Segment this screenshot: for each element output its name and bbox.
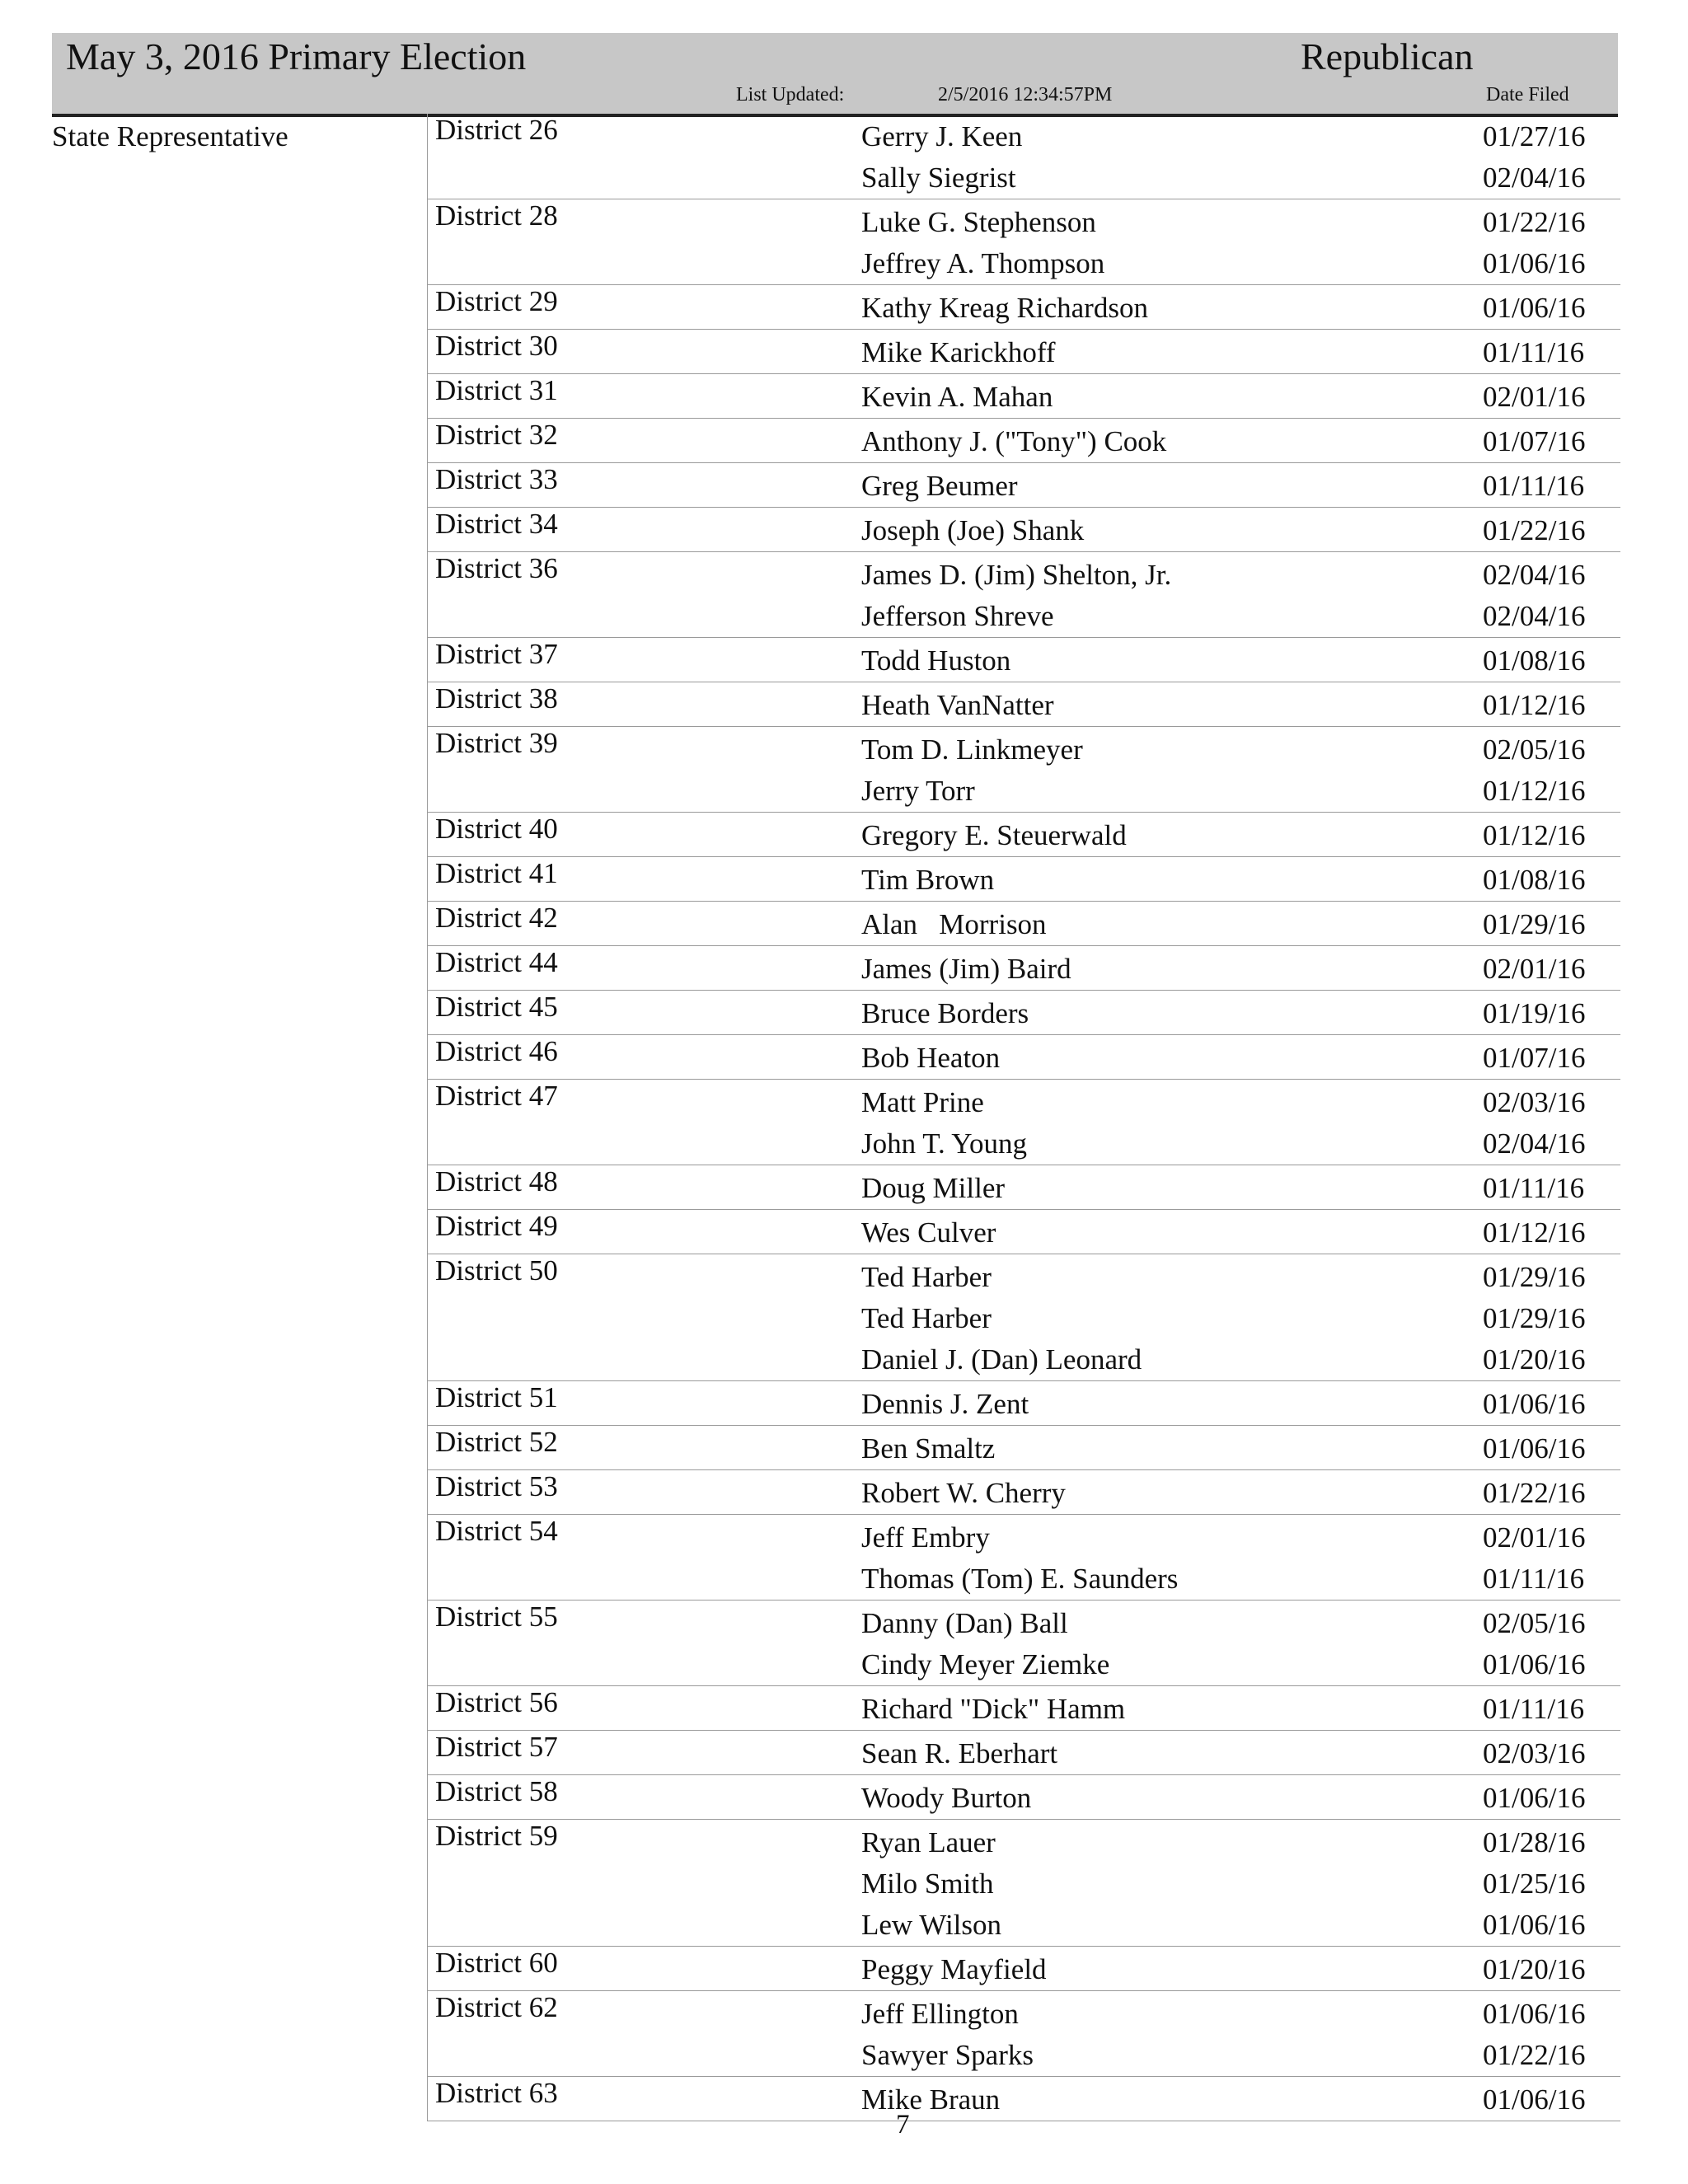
party-label: Republican — [1301, 35, 1474, 77]
candidate-name: Matt Prine — [861, 1086, 984, 1118]
date-filed: 01/11/16 — [1483, 470, 1585, 502]
district-group — [428, 1165, 1620, 1209]
district-group — [428, 551, 1620, 637]
district-name: District 28 — [435, 199, 558, 232]
district-name: District 51 — [435, 1381, 558, 1413]
district-group — [428, 812, 1620, 856]
date-filed: 02/04/16 — [1483, 162, 1586, 194]
candidate-name: Heath VanNatter — [861, 689, 1054, 721]
candidate-name: Woody Burton — [861, 1782, 1032, 1814]
date-filed: 02/03/16 — [1483, 1737, 1586, 1769]
district-name: District 52 — [435, 1426, 558, 1458]
district-group — [428, 1380, 1620, 1425]
candidate-name: Richard "Dick" Hamm — [861, 1693, 1126, 1725]
candidate-name: Jeffrey A. Thompson — [861, 247, 1105, 279]
district-group — [428, 945, 1620, 990]
district-name: District 42 — [435, 902, 558, 934]
district-group — [428, 1819, 1620, 1946]
date-filed: 01/06/16 — [1483, 1782, 1586, 1814]
candidate-name: Danny (Dan) Ball — [861, 1607, 1068, 1639]
district-name: District 62 — [435, 1991, 558, 2023]
candidate-name: Cindy Meyer Ziemke — [861, 1648, 1110, 1680]
date-filed: 02/04/16 — [1483, 600, 1586, 632]
candidate-row — [428, 1298, 1620, 1339]
candidate-name: Sean R. Eberhart — [861, 1737, 1058, 1769]
district-group — [428, 637, 1620, 682]
candidate-name: Sawyer Sparks — [861, 2039, 1034, 2071]
date-filed: 01/12/16 — [1483, 775, 1586, 807]
date-filed: 01/06/16 — [1483, 1998, 1586, 2030]
date-filed: 02/01/16 — [1483, 953, 1586, 985]
district-name: District 41 — [435, 857, 558, 889]
office-label: State Representative — [52, 120, 288, 152]
date-filed-header: Date Filed — [1486, 84, 1569, 105]
district-group — [428, 726, 1620, 812]
candidate-name: Peggy Mayfield — [861, 1953, 1047, 1985]
date-filed: 01/08/16 — [1483, 864, 1586, 896]
district-name: District 63 — [435, 2077, 558, 2109]
district-group — [428, 1209, 1620, 1254]
district-name: District 44 — [435, 946, 558, 978]
candidate-row — [428, 1339, 1620, 1380]
candidate-name: Joseph (Joe) Shank — [861, 514, 1085, 546]
district-name: District 57 — [435, 1731, 558, 1763]
date-filed: 01/20/16 — [1483, 1953, 1586, 1985]
candidate-row — [428, 949, 1620, 990]
district-group — [428, 1600, 1620, 1685]
candidate-name: Sally Siegrist — [861, 162, 1016, 194]
date-filed: 01/11/16 — [1483, 1693, 1585, 1725]
candidate-name: Gregory E. Steuerwald — [861, 819, 1127, 851]
district-name: District 55 — [435, 1601, 558, 1633]
district-name: District 54 — [435, 1515, 558, 1547]
date-filed: 01/06/16 — [1483, 1432, 1586, 1465]
date-filed: 01/11/16 — [1483, 1563, 1585, 1595]
candidate-name: Gerry J. Keen — [861, 120, 1023, 152]
candidate-row — [428, 685, 1620, 726]
candidate-row — [428, 1517, 1620, 1558]
date-filed: 01/20/16 — [1483, 1343, 1586, 1376]
date-filed: 01/12/16 — [1483, 1216, 1586, 1249]
date-filed: 02/04/16 — [1483, 1127, 1586, 1160]
candidate-name: Ted Harber — [861, 1302, 992, 1334]
candidate-row — [428, 1822, 1620, 1863]
district-group — [428, 856, 1620, 901]
district-name: District 45 — [435, 991, 558, 1023]
candidate-row — [428, 596, 1620, 637]
candidate-name: Ted Harber — [861, 1261, 992, 1293]
candidate-row — [428, 1038, 1620, 1079]
candidate-row — [428, 1123, 1620, 1165]
candidate-name: Thomas (Tom) E. Saunders — [861, 1563, 1179, 1595]
date-filed: 02/01/16 — [1483, 381, 1586, 413]
district-name: District 40 — [435, 813, 558, 845]
district-name: District 37 — [435, 638, 558, 670]
date-filed: 01/29/16 — [1483, 1302, 1586, 1334]
district-group — [428, 1079, 1620, 1165]
candidate-name: John T. Young — [861, 1127, 1027, 1160]
date-filed: 01/27/16 — [1483, 120, 1586, 152]
district-group — [428, 1254, 1620, 1380]
district-group — [428, 1034, 1620, 1079]
candidate-row — [428, 1384, 1620, 1425]
date-filed: 01/06/16 — [1483, 2083, 1586, 2116]
district-group — [428, 1469, 1620, 1514]
candidate-name: Kevin A. Mahan — [861, 381, 1053, 413]
district-group — [428, 901, 1620, 945]
date-filed: 01/28/16 — [1483, 1826, 1586, 1858]
district-name: District 50 — [435, 1254, 558, 1286]
district-name: District 60 — [435, 1947, 558, 1979]
candidate-name: Mike Karickhoff — [861, 336, 1056, 368]
page-header — [52, 33, 1618, 117]
date-filed: 01/29/16 — [1483, 908, 1586, 940]
district-name: District 29 — [435, 285, 558, 317]
date-filed: 01/06/16 — [1483, 292, 1586, 324]
candidate-name: Ben Smaltz — [861, 1432, 996, 1465]
candidate-name: Luke G. Stephenson — [861, 206, 1096, 238]
district-group — [428, 1990, 1620, 2076]
district-name: District 30 — [435, 330, 558, 362]
candidate-row — [428, 1733, 1620, 1774]
date-filed: 01/07/16 — [1483, 1042, 1586, 1074]
candidate-row — [428, 1994, 1620, 2035]
candidate-row — [428, 1863, 1620, 1905]
date-filed: 01/22/16 — [1483, 206, 1586, 238]
candidate-row — [428, 1949, 1620, 1990]
candidate-row — [428, 2079, 1620, 2121]
date-filed: 01/06/16 — [1483, 1648, 1586, 1680]
district-name: District 49 — [435, 1210, 558, 1242]
district-name: District 48 — [435, 1165, 558, 1197]
district-group — [428, 1774, 1620, 1819]
district-name: District 47 — [435, 1080, 558, 1112]
district-group — [428, 1425, 1620, 1469]
date-filed: 01/29/16 — [1483, 1261, 1586, 1293]
candidate-row — [428, 1905, 1620, 1946]
district-group — [428, 1730, 1620, 1774]
date-filed: 01/12/16 — [1483, 819, 1586, 851]
candidate-name: Alan Morrison — [861, 908, 1047, 940]
district-group — [428, 199, 1620, 284]
candidate-row — [428, 510, 1620, 551]
candidate-row — [428, 860, 1620, 901]
date-filed: 01/19/16 — [1483, 997, 1586, 1029]
district-group — [428, 329, 1620, 373]
candidate-name: Tom D. Linkmeyer — [861, 733, 1083, 766]
list-updated-value: 2/5/2016 12:34:57PM — [938, 84, 1113, 105]
candidate-name: Greg Beumer — [861, 470, 1018, 502]
district-group — [428, 373, 1620, 418]
district-group — [428, 462, 1620, 507]
candidate-name: Anthony J. ("Tony") Cook — [861, 425, 1167, 457]
candidate-row — [428, 466, 1620, 507]
candidate-table — [427, 114, 1620, 2121]
district-group — [428, 2076, 1620, 2121]
candidate-name: Todd Huston — [861, 644, 1011, 677]
candidate-row — [428, 202, 1620, 243]
district-name: District 36 — [435, 552, 558, 584]
candidate-row — [428, 1473, 1620, 1514]
candidate-row — [428, 1428, 1620, 1469]
date-filed: 01/22/16 — [1483, 2039, 1586, 2071]
date-filed: 01/06/16 — [1483, 1909, 1586, 1941]
candidate-row — [428, 2035, 1620, 2076]
candidate-row — [428, 1644, 1620, 1685]
date-filed: 01/06/16 — [1483, 1388, 1586, 1420]
district-group — [428, 990, 1620, 1034]
district-name: District 53 — [435, 1470, 558, 1502]
candidate-name: Jeff Embry — [861, 1521, 990, 1554]
candidate-row — [428, 771, 1620, 812]
date-filed: 01/07/16 — [1483, 425, 1586, 457]
candidate-row — [428, 1689, 1620, 1730]
district-group — [428, 1946, 1620, 1990]
candidate-name: Bruce Borders — [861, 997, 1029, 1029]
candidate-name: Mike Braun — [861, 2083, 1001, 2116]
candidate-row — [428, 640, 1620, 682]
district-group — [428, 682, 1620, 726]
candidate-row — [428, 993, 1620, 1034]
candidate-row — [428, 729, 1620, 771]
page-title: May 3, 2016 Primary Election — [66, 35, 527, 77]
date-filed: 01/22/16 — [1483, 1477, 1586, 1509]
candidate-row — [428, 555, 1620, 596]
candidate-row — [428, 1603, 1620, 1644]
date-filed: 01/11/16 — [1483, 336, 1585, 368]
candidate-name: Milo Smith — [861, 1868, 994, 1900]
candidate-row — [428, 377, 1620, 418]
candidate-name: James D. (Jim) Shelton, Jr. — [861, 559, 1172, 591]
candidate-row — [428, 332, 1620, 373]
date-filed: 01/25/16 — [1483, 1868, 1586, 1900]
candidate-row — [428, 1212, 1620, 1254]
date-filed: 01/06/16 — [1483, 247, 1586, 279]
district-name: District 58 — [435, 1775, 558, 1807]
district-name: District 31 — [435, 374, 558, 406]
page-number: 7 — [896, 2110, 910, 2139]
candidate-row — [428, 1168, 1620, 1209]
district-group — [428, 114, 1620, 199]
date-filed: 01/08/16 — [1483, 644, 1586, 677]
date-filed: 02/01/16 — [1483, 1521, 1586, 1554]
district-name: District 32 — [435, 419, 558, 451]
candidate-name: Bob Heaton — [861, 1042, 1001, 1074]
candidate-name: Ryan Lauer — [861, 1826, 996, 1858]
date-filed: 01/22/16 — [1483, 514, 1586, 546]
candidate-row — [428, 1082, 1620, 1123]
district-group — [428, 1685, 1620, 1730]
candidate-name: Lew Wilson — [861, 1909, 1002, 1941]
date-filed: 02/03/16 — [1483, 1086, 1586, 1118]
candidate-row — [428, 421, 1620, 462]
candidate-row — [428, 116, 1620, 157]
candidate-row — [428, 1257, 1620, 1298]
candidate-row — [428, 1778, 1620, 1819]
candidate-row — [428, 904, 1620, 945]
district-name: District 59 — [435, 1820, 558, 1852]
date-filed: 01/11/16 — [1483, 1172, 1585, 1204]
candidate-row — [428, 1558, 1620, 1600]
district-group — [428, 507, 1620, 551]
district-name: District 33 — [435, 463, 558, 495]
district-name: District 56 — [435, 1686, 558, 1718]
candidate-row — [428, 157, 1620, 199]
candidate-name: Jefferson Shreve — [861, 600, 1054, 632]
candidate-name: Dennis J. Zent — [861, 1388, 1029, 1420]
district-name: District 39 — [435, 727, 558, 759]
district-name: District 46 — [435, 1035, 558, 1067]
district-group — [428, 284, 1620, 329]
candidate-name: Doug Miller — [861, 1172, 1006, 1204]
district-name: District 26 — [435, 114, 558, 146]
candidate-name: Jeff Ellington — [861, 1998, 1019, 2030]
date-filed: 02/05/16 — [1483, 733, 1586, 766]
candidate-name: Tim Brown — [861, 864, 995, 896]
list-updated-label: List Updated: — [736, 84, 845, 105]
candidate-name: Kathy Kreag Richardson — [861, 292, 1148, 324]
candidate-name: Wes Culver — [861, 1216, 996, 1249]
district-group — [428, 418, 1620, 462]
candidate-name: Robert W. Cherry — [861, 1477, 1066, 1509]
district-name: District 38 — [435, 682, 558, 715]
candidate-name: Jerry Torr — [861, 775, 975, 807]
date-filed: 02/04/16 — [1483, 559, 1586, 591]
candidate-row — [428, 243, 1620, 284]
date-filed: 02/05/16 — [1483, 1607, 1586, 1639]
candidate-name: Daniel J. (Dan) Leonard — [861, 1343, 1142, 1376]
date-filed: 01/12/16 — [1483, 689, 1586, 721]
candidate-row — [428, 288, 1620, 329]
district-group — [428, 1514, 1620, 1600]
candidate-row — [428, 815, 1620, 856]
candidate-name: James (Jim) Baird — [861, 953, 1071, 985]
district-name: District 34 — [435, 508, 558, 540]
